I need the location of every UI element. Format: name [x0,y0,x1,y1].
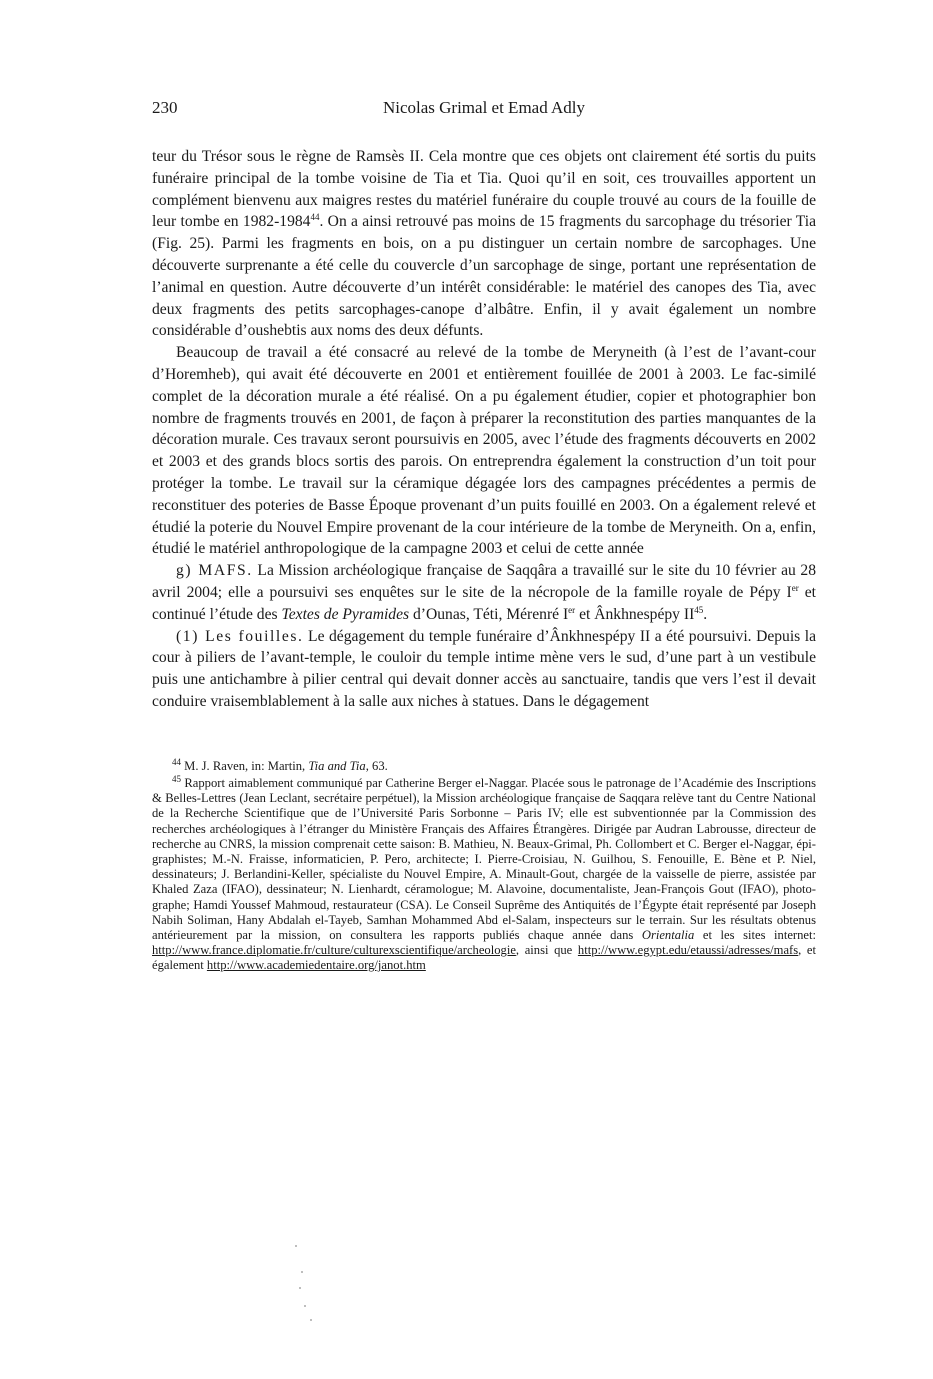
paragraph-text: Beaucoup de travail a été consacré au relevé de la tombe de Meryneith (à l’est de l’avant-cour d’Horemheb), qui avait été découverte en 2001 et entièrement fouillée de 2001 à 2003. Le fac-similé complet de la décoration murale a été réalisé. On a pu également étudier, copier et photographier bon nombre de fragments trouvés en 2001, de façon à préparer la reconstitution des parties manquantes de la décoration murale. Ces travaux seront poursuivis en 2005, avec l’étude des fragments découverts en 2002 et 2003 et des grands blocs sortis des parois. On entreprendra également la construction d’un toit pour protéger la tombe. Le travail sur la céramique dégagée lors des campagnes précédentes a permis de reconstituer des poteries de Basse Époque provenant d’un puits fouillé en 2003. On a également relevé et étudié la poterie du Nouvel Empire provenant de la cour intérieure de la tombe de Meryneith. On a, enfin, étudié le matériel anthropologique de la campagne 2003 et celui de cette année [152,344,816,558]
scan-speck [299,1287,301,1289]
superscript-er: er [791,582,799,593]
scan-specks [283,1243,323,1323]
footnote-ref-45: 45 [694,604,704,615]
scan-speck [295,1245,297,1247]
footnote-45 [152,773,816,974]
footnote-ref-44: 44 [310,212,320,223]
url-link-diplomatie[interactable]: http://www.france.diplomatie.fr/culture/culturexscientifique/archeologie [152,943,516,958]
paragraph-text: teur du Trésor sous le règne de Ramsès II. Cela montre que ces objets ont clairement été sortis du puits funéraire principal de la tombe voisine de Tia et Tia. Quoi qu’il en soit, ces trouvailles apportent un complément bienvenu aux maigres restes du matériel funéraire du couple trouvé au cours de la fouille de leur tombe en 1982-1984 [152,148,816,231]
section-label-mafs: g) MAFS. [176,562,253,580]
italic-title-textes: Textes de Pyramides [281,605,410,623]
paragraph-text: La Mission archéologique française de Saqqâra a travaillé sur le site du 10 février au 28 avril 2004; elle a poursuivi ses enquêtes sur le site de la nécropole de la famille royale de Pépy I [152,562,817,601]
paragraph-tia-finds [152,146,816,342]
paragraph-text: . On a ainsi retrouvé pas moins de 15 fragments du sarcophage du trésorier Tia (Fig. 25). Parmi les fragments en bois, on a pu distinguer un certain nombre de sarcophages. Une découverte surprenante a été celle du couvercle d’un sarcophage de singe, portant une représentation de l’animal en question. Autre découverte d’un intérêt considérable: le matériel des canopes des Tia, avec deux fragments des petits sarcophages-canope d’albâtre. Enfin, il y avait également un nombre considérable d’oushebtis aux noms des deux défunts. [152,213,817,340]
paragraph-fouilles [152,626,816,713]
footnote-text: Rapport aimablement communiqué par Catherine Berger el-Naggar. Placée sous le patronage de l’Académie des Inscriptions & Belles-Lettres (Jean Leclant, secrétaire perpétuel), la Mission archéologique française de Saqqara relève tant du Centre National de la Recherche Scientifique que de l’Université Paris Sorbonne – Paris IV; elle est subventionnée par la Commission des recherches archéologiques à l’étranger du Ministère Français des Affaires Étrangères. Dirigée par Audran Labrousse, directeur de recherche au CNRS, la mission comprenait cette saison: B. Mathieu, N. Beaux-Grimal, Ph. Collombert et C. Berger el-Naggar, épigraphistes; M.-N. Fraisse, informaticien, P. Pero, architecte; I. Pierre-Croisiau, N. Guilhou, S. Fenouille, E. Bène et P. Niel, dessinateurs; J. Berlandini-Keller, spécialiste du Nouvel Empire, A. Minault-Gout, chargée de la vaisselle de pierre, assistée par Khaled Zaza (IFAO), dessinateur; N. Lienhardt, céramologue; M. Alavoine, documentaliste, Jean-François Gout (IFAO), photographe; Hamdi Youssef Mahmoud, restaurateur (CSA). Le Conseil Suprême des Antiquités de l’Égypte était représenté par Joseph Nabih Soliman, Hany Abdalah el-Tayeb, Samhan Mohammed Abd el-Salam, inspecteurs sur le terrain. Sur les résultats obtenus antérieurement par la mission, on consultera les rapports publiés chaque année dans [152,775,816,942]
scan-speck [301,1271,303,1273]
paragraph-text: Le dégagement du temple funéraire d’Ânkhnespépy II a été poursuivi. Depuis la cour à piliers de l’avant-temple, le couloir du temple intime mène vers le sud, d’une part à un vestibule puis une antichambre à pilier central qui devait donner accès au sanctuaire, tandis que vers l’est il devait conduire vraisemblablement à la salle aux niches à statues. Dans le dégagement [152,627,816,710]
section-label-fouilles: (1) Les fouilles. [176,627,304,645]
page [152,98,816,974]
italic-title-tia: Tia and Tia [308,758,366,773]
footnote-text: , 63. [365,758,388,773]
superscript-er: er [568,604,576,615]
running-head [152,98,816,122]
paragraph-mafs [152,560,816,625]
footnote-text: , et également [152,943,816,973]
paragraph-text: et continué l’étude des [152,583,816,623]
italic-title-orientalia: Orientalia [641,927,695,942]
footnote-text: , ainsi que [515,943,578,958]
page-number: 230 [152,98,178,117]
footnote-number: 44 [172,756,181,767]
scan-speck [304,1305,306,1307]
footnote-text: et les sites internet: [694,927,816,942]
running-title: Nicolas Grimal et Emad Adly [382,98,586,117]
url-link-academie[interactable]: http://www.academiedentaire.org/janot.htm [206,958,426,973]
paragraph-text: d’Ounas, Téti, Mérenré I [409,605,569,623]
paragraph-text: . [703,605,708,623]
paragraph-meryneith [152,342,816,560]
footnote-text: M. J. Raven, in: Martin, [181,758,309,773]
paragraph-text: et Ânkhnespépy II [575,605,695,623]
footnote-number: 45 [172,773,181,784]
body-text [152,146,816,713]
scan-speck [310,1319,312,1321]
url-link-egypt-edu[interactable]: http://www.egypt.edu/etaussi/adresses/mafs [577,943,799,958]
footnote-44 [152,756,816,774]
footnotes [152,756,816,974]
